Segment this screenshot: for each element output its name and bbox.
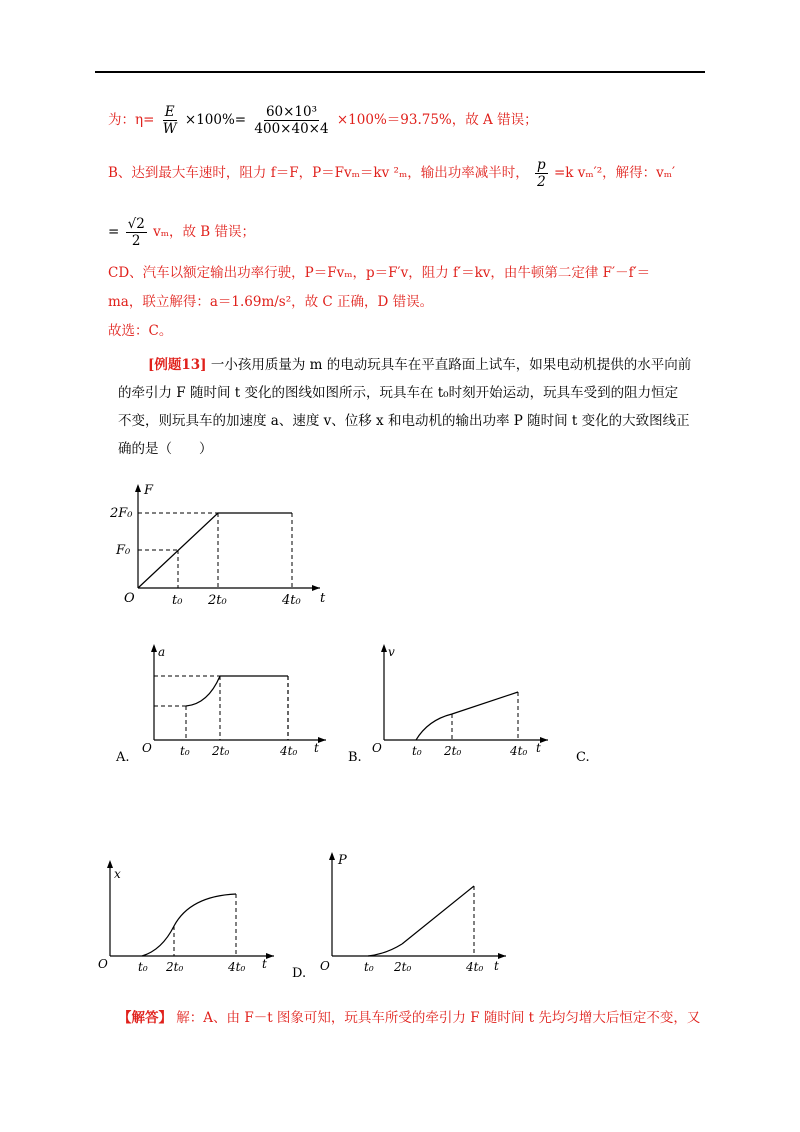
a-origin: O [142,741,152,755]
line1-mid: ×100%= [184,112,247,128]
F-axis-label: F [144,483,154,498]
v-axis-label: v [388,645,395,659]
option-B-label[interactable]: B. [348,750,362,765]
efficiency-fraction: $\frac{E}{W}$ [162,104,177,137]
graph-c-displacement [94,856,284,976]
P-axis-label: P [338,853,347,868]
solution-line-6: 故选：C。 [108,323,173,339]
numeric-fraction: $\frac{\text{60×10³}}{400\times 40\times 4}$ [254,104,329,137]
P-tick-2t0: 2t₀ [394,960,412,974]
v-origin: O [372,741,382,755]
force-time-graph [110,478,340,618]
question-text-1: 一小孩用质量为 m 的电动玩具车在平直路面上试车，如果电动机提供的水平向前 [210,357,692,373]
option-D-label[interactable]: D. [292,966,307,981]
F-tick-4t0: 4t₀ [282,593,301,608]
v-tick-t0: t₀ [412,744,422,758]
x-axis-label: x [114,867,121,881]
x-t-axis-label: t [262,957,267,971]
line2-mid: =k vₘ′²，解得：vₘ′ [553,165,676,181]
header-rule [95,71,705,73]
graph-d-power [318,846,518,976]
question-tag: [例题13] [148,357,207,373]
line2-prefix: B、达到最大车速时，阻力 f＝F，P＝Fvₘ＝kv ²ₘ，输出功率减半时， [108,165,529,181]
line3-suffix: vₘ，故 B 错误； [153,224,256,240]
v-t-axis-label: t [536,741,541,755]
F-tick-t0: t₀ [172,593,183,608]
solution-line-4: CD、汽车以额定输出功率行驶，P＝Fvₘ，p＝F′v，阻力 f′＝kv，由牛顿第二定律 F′－f′＝ [108,265,651,281]
P-tick-4t0: 4t₀ [466,960,484,974]
line1-prefix: 为：η= [108,112,155,128]
F-t-axis-label: t [320,591,326,606]
v-tick-4t0: 4t₀ [510,744,528,758]
solution-line-5: ma，联立解得：a＝1.69m/s²，故 C 正确，D 错误。 [108,294,434,310]
a-tick-t0: t₀ [180,744,190,758]
x-tick-4t0: 4t₀ [228,960,246,974]
a-tick-2t0: 2t₀ [212,744,230,758]
option-C-label[interactable]: C. [576,750,590,765]
answer-text: 解：A、由 F－t 图象可知，玩具车所受的牵引力 F 随时间 t 先均匀增大后恒定不变，又 [176,1010,701,1026]
power-half-fraction: $\frac{p}{2}$ [537,157,546,190]
solution-line-2 [108,157,675,190]
sqrt-fraction: $\frac{√2}{2}$ [127,216,145,249]
answer-tag: 【解答】 [118,1010,172,1026]
x-tick-t0: t₀ [138,960,148,974]
answer-line [118,1006,700,1026]
v-tick-2t0: 2t₀ [444,744,462,758]
solution-line-3: = $\frac{√2}{2}$ vₘ，故 B 错误； [108,216,256,249]
graph-a-acceleration [138,640,338,760]
a-tick-4t0: 4t₀ [280,744,298,758]
F-tick-F0: F₀ [116,543,131,558]
a-axis-label: a [158,645,166,659]
F-origin: O [124,591,135,606]
option-A-label[interactable]: A. [116,750,130,765]
F-tick-2t0: 2t₀ [208,593,227,608]
P-t-axis-label: t [494,959,499,973]
P-tick-t0: t₀ [364,960,374,974]
x-origin: O [98,957,108,971]
question-text-2: 的牵引力 F 随时间 t 变化的图线如图所示，玩具车在 t₀时刻开始运动，玩具车受到的阻力恒定 [118,385,679,401]
question-block [118,351,708,463]
F-tick-2F0: 2F₀ [110,506,133,521]
line1-suffix: ×100%＝93.75%，故 A 错误； [336,112,538,128]
graph-b-velocity [370,640,560,760]
P-origin: O [320,959,330,973]
question-text-3: 不变，则玩具车的加速度 a、速度 v、位移 x 和电动机的输出功率 P 随时间 t 变化的大致图线正 [118,413,690,429]
x-tick-2t0: 2t₀ [166,960,184,974]
solution-line-1 [108,104,538,137]
question-text-4: 确的是（ ） [118,441,213,457]
a-t-axis-label: t [314,741,319,755]
